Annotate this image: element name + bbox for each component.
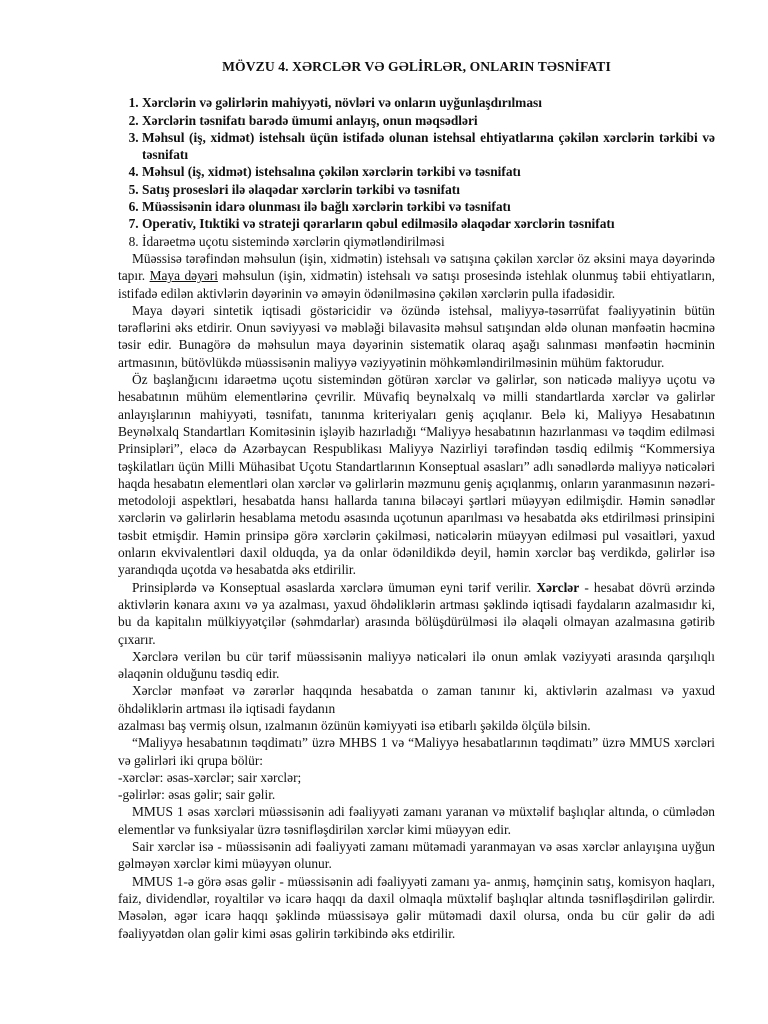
paragraph: Sair xərclər isə - müəssisənin adi fəaliyyəti zamanı mütəmadi yaranmayan və əsas xərclər anlayışına uyğun gəlməyən xərclər kimi müəyyən olunur.	[118, 839, 715, 872]
outline-item: 1. Xərclərin və gəlirlərin mahiyyəti, növləri və onların uyğunlaşdırılması	[142, 94, 715, 111]
paragraph: Prinsiplərdə və Konseptual əsaslarda xərclərə ümumən eyni tərif verilir. Xərclər - hesabat dövrü ərzində aktivlərin kənara axını və ya azalması, yaxud öhdəliklərin artması şəklində iqtisadi faydaların azalmasıdır ki, bu da kapitalın mülkiyyətçilər (səhmdarlar) arasında bölüşdürülməsi ilə əlaqəli olmayan azalmasına gətirib çıxarır.	[118, 579, 715, 647]
term-cost-price: Maya dəyəri	[149, 268, 218, 284]
term-expenses: Xərclər	[536, 579, 580, 595]
outline-item: 4. Məhsul (iş, xidmət) istehsalına çəkilən xərclərin tərkibi və təsnifatı	[142, 163, 715, 180]
paragraph: Xərclərə verilən bu cür tərif müəssisənin maliyyə nəticələri ilə onun əmlak vəziyyəti arasında qarşılıqlı əlaqənin olduğunu təsdiq edir.	[118, 648, 715, 682]
paragraph: Xərclər mənfəət və zərərlər haqqında hesabatda o zaman tanınır ki, aktivlərin azalması və yaxud öhdəliklərin artması ilə iqtisadi faydanın	[118, 683, 715, 716]
paragraph: azalması baş vermiş olsun, ızalmanın özünün kəmiyyəti isə etibarlı şəkildə ölçülə bilsin.	[118, 717, 591, 733]
paragraph: “Maliyyə hesabatının təqdimatı” üzrə MHBS 1 və “Maliyyə hesabatlarının təqdimatı” üzrə MMUS xərcləri və gəlirləri iki qrupa bölür:	[118, 735, 715, 768]
paragraph: MMUS 1 əsas xərcləri müəssisənin adi fəaliyyəti zamanı yaranan və müxtəlif başlıqlar altında, o cümlədən elementlər və funksiyalar üzrə təsnifləşdirilən xərclər kimi müəyyən edir.	[118, 804, 715, 837]
paragraph: Öz başlanğıcını idarəetmə uçotu sistemindən götürən xərclər və gəlirlər, son nəticədə maliyyə uçotu və hesabatının mühüm elementlərinə çevrilir. Müvafiq beynəlxalq və milli standartlarda xərclər və gəlirlər anlayışlarının mahiyyəti, təsnifatı, tanınma kriteriyaları geniş açıqlanır. Belə ki, Maliyyə Hesabatının Beynəlxalq Standartları Komitəsinin işləyib hazırladığı “Maliyyə hesabatının hazırlanması və təqdim edilməsi Prinsipləri”, eləcə də Azərbaycan Respublikası Maliyyə Nazirliyi tərəfindən təsdiq edilmiş “Kommersiya təşkilatları üçün Milli Mühasibat Uçotu Standartlarının Konseptual əsasları” adlı sənədlərdə maliyyə nəticələri haqda hesabatın elementləri olan xərclər və gəlirlərin məzmunu geniş açıqlanmış, onların yaranmasının nəzəri-metodoloji aspektləri, hesabatda hansı hallarda tanına biləcəyi şərtləri müəyyən edilmişdir. Həmin sənədlər xərclərin və gəlirlərin hesablama metodu əsasında uçotunun aparılması və hesabatda əks etdirilməsi prinsipini təsbit etmişdir. Həmin prinsipə görə xərclərin çəkilməsi, nəticələrin müəyyən edilməsi pul vəsaitləri, yaxud onların ekvivalentləri daxil olduqda, ya da onlar ödənildikdə deyil, həmin xərclər baş verdikdə, gəlirlər isə yarandıqda uçotda və hesabatda əks etdirilir.	[118, 372, 715, 578]
outline-item: 7. Operativ, Itıktiki və strateji qərarların qəbul edilməsilə əlaqədar xərclərin təsnifatı	[142, 215, 715, 232]
document-body	[118, 250, 715, 942]
outline-item: 2. Xərclərin təsnifatı barədə ümumi anlayış, onun məqsədləri	[142, 112, 715, 129]
document-title: MÖVZU 4. XƏRCLƏR VƏ GƏLİRLƏR, ONLARIN TƏSNİFATI	[222, 59, 611, 74]
outline-item: 6. Müəssisənin idarə olunması ilə bağlı xərclərin tərkibi və təsnifatı	[142, 198, 715, 215]
outline-item: 8. İdarəetmə uçotu sistemində xərclərin qiymətləndirilməsi	[142, 233, 715, 250]
paragraph: -gəlirlər: əsas gəlir; sair gəlir.	[118, 787, 276, 803]
paragraph: -xərclər: əsas-xərclər; sair xərclər;	[118, 769, 302, 785]
paragraph: Müəssisə tərəfindən məhsulun (işin, xidmətin) istehsalı və satışına çəkilən xərclər öz əksini maya dəyərində tapır. Maya dəyəri məhsulun (işin, xidmətin) istehsalı və satışı prosesində istehlak olunmuş təbii ehtiyatların, istifadə edilən aktivlərin dəyərinin və əməyin ödənilməsinə çəkilən xərclərin pulla ifadəsidir.	[118, 250, 715, 301]
outline-item: 3. Məhsul (iş, xidmət) istehsalı üçün istifadə olunan istehsal ehtiyatlarına çəkilən xərclərin tərkibi və təsnifatı	[142, 129, 715, 164]
paragraph: MMUS 1-ə görə əsas gəlir - müəssisənin adi fəaliyyəti zamanı ya- anmış, həmçinin satış, komisyon haqları, faiz, dividendlər, royaltilər və icarə haqqı da daxil olmaqla müxtəlif başlıqlar altında təsnifləşdirilən gəlirdir. Məsələn, əgər icarə haqqı şəklində müəssisəyə gəlir mütəmadi daxil olursa, onda bu cür gəlir də adi fəaliyyətdən olan gəlir kimi əsas gəlirin tərkibində əks etdirilir.	[118, 873, 715, 941]
paragraph: Maya dəyəri sintetik iqtisadi göstəricidir və özündə istehsal, maliyyə-təsərrüfat fəaliyyətinin bütün tərəflərini əks etdirir. Onun səviyyəsi və məbləği bilavasitə məhsul satışından əldə olunan mənfəətin həcminə təsir edir. Bunagörə də məhsulun maya dəyərinin sistematik olaraq aşağı salınması mənfəətin həcminin artmasının, bütövlükdə müəssisənin maliyyə vəziyyətinin möhkəmləndirilməsinin mühüm faktorudur.	[118, 302, 715, 370]
topic-outline-list	[118, 94, 715, 250]
outline-item: 5. Satış prosesləri ilə əlaqədar xərclərin tərkibi və təsnifatı	[142, 181, 715, 198]
